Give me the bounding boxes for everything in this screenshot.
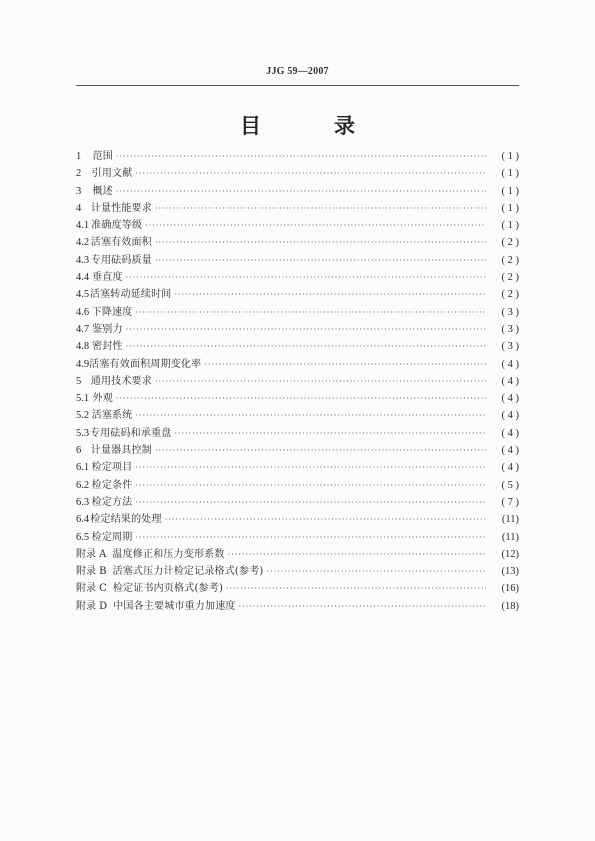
toc-entry-number: 4.3 <box>76 254 90 266</box>
toc-entry-number: 4 <box>76 202 82 214</box>
toc-entry[interactable] <box>76 373 519 390</box>
toc-entry-label: 活塞转动延续时间 <box>89 289 172 301</box>
toc-appendix-entry[interactable] <box>76 563 519 580</box>
toc-entry-page: ( 3 ) <box>501 306 519 318</box>
dot-leader <box>126 338 486 355</box>
toc-entry[interactable] <box>76 304 519 321</box>
toc-entry[interactable] <box>76 321 519 338</box>
toc-entry-number: 4.5 <box>76 289 90 301</box>
toc-entry[interactable] <box>76 338 519 355</box>
toc-entry-label: 专用砝码质量 <box>90 254 152 266</box>
dot-leader <box>126 269 486 286</box>
dot-leader <box>226 580 486 597</box>
toc-entry[interactable] <box>76 200 519 217</box>
toc-entry-number: 4.2 <box>76 237 90 249</box>
toc-entry-page: ( 2 ) <box>501 237 519 249</box>
toc-entry-page: ( 1 ) <box>501 151 519 162</box>
toc-entry-page: ( 4 ) <box>501 462 519 474</box>
toc-appendix-entry[interactable] <box>76 546 519 563</box>
toc-appendix-entry[interactable] <box>76 598 519 615</box>
toc-entry-page: ( 4 ) <box>501 358 519 370</box>
toc-entry-page: (18) <box>501 600 519 612</box>
toc-entry-page: ( 1 ) <box>501 168 519 180</box>
toc-entry-number: 4.6 <box>76 306 90 318</box>
toc-entry-page: ( 2 ) <box>501 289 519 301</box>
toc-entry-page: (11) <box>501 514 519 526</box>
dot-leader <box>135 529 486 546</box>
dot-leader <box>116 148 486 165</box>
toc-entry-number: 附录 A <box>76 548 107 560</box>
toc-entry-number: 4.7 <box>76 323 90 335</box>
toc-entry-page: ( 7 ) <box>501 496 519 508</box>
toc-entry-number: 1 <box>76 151 82 162</box>
toc-entry-number: 6.4 <box>76 514 90 526</box>
toc-entry-label: 概述 <box>92 185 113 197</box>
toc-entry[interactable] <box>76 442 519 459</box>
dot-leader <box>267 563 486 580</box>
dot-leader <box>228 546 486 563</box>
toc-entry-number: 6.5 <box>76 531 90 543</box>
toc-entry-page: ( 4 ) <box>501 427 519 439</box>
toc-entry-number: 6.3 <box>76 496 90 508</box>
toc-entry-label: 鉴别力 <box>92 323 123 335</box>
toc-entry-label: 检定项目 <box>91 462 133 474</box>
toc-entry-label: 中国各主要城市重力加速度 <box>113 600 236 612</box>
toc-entry[interactable] <box>76 390 519 407</box>
dot-leader <box>135 304 486 321</box>
toc-entry-page: ( 1 ) <box>501 220 519 232</box>
toc-entry-number: 6.2 <box>76 479 90 491</box>
toc-entry-page: ( 3 ) <box>501 341 519 353</box>
toc-entry-number: 5.3 <box>76 427 90 439</box>
toc-entry-label: 活塞系统 <box>91 410 133 422</box>
toc-entry-page: ( 4 ) <box>501 375 519 387</box>
toc-entry[interactable] <box>76 165 519 182</box>
dot-leader <box>135 165 486 182</box>
dot-leader <box>174 425 486 442</box>
toc-entry-label: 活塞有效面积周期变化率 <box>89 358 202 370</box>
dot-leader <box>174 286 486 303</box>
dot-leader <box>155 373 486 390</box>
toc-entry-number: 附录 D <box>76 600 108 612</box>
dot-leader <box>204 356 486 373</box>
toc-entry-label: 通用技术要求 <box>90 375 152 387</box>
toc-entry-number: 附录 C <box>76 583 107 595</box>
toc-entry[interactable] <box>76 183 519 200</box>
toc-entry-number: 6 <box>76 445 82 457</box>
toc-entry-label: 垂直度 <box>92 272 123 284</box>
toc-entry-page: ( 2 ) <box>501 272 519 284</box>
toc-entry-label: 密封性 <box>92 341 123 353</box>
dot-leader <box>155 200 486 217</box>
toc-entry-page: (12) <box>501 548 519 560</box>
toc-entry[interactable] <box>76 494 519 511</box>
toc-entry-number: 4.4 <box>76 272 90 284</box>
toc-entry-label: 计量性能要求 <box>90 202 152 214</box>
toc-entry[interactable] <box>76 511 519 528</box>
toc-entry[interactable] <box>76 234 519 251</box>
toc-entry-label: 准确度等级 <box>91 220 143 232</box>
dot-leader <box>135 494 486 511</box>
header-rule <box>76 85 519 86</box>
dot-leader <box>155 442 486 459</box>
toc-entry-label: 温度修正和压力变形系数 <box>112 548 225 560</box>
toc-entry-page: ( 3 ) <box>501 323 519 335</box>
toc-entry-label: 检定方法 <box>91 496 133 508</box>
dot-leader <box>155 252 486 269</box>
toc-entry-number: 3 <box>76 185 82 197</box>
toc-entry[interactable] <box>76 407 519 424</box>
toc-title: 目 录 <box>240 114 381 138</box>
toc-entry-page: ( 4 ) <box>501 445 519 457</box>
toc-entry-label: 专用砝码和承重盘 <box>89 427 172 439</box>
toc-entry-number: 4.1 <box>76 220 90 232</box>
table-of-contents <box>76 148 519 615</box>
toc-entry-label: 范围 <box>92 151 113 162</box>
toc-entry[interactable] <box>76 269 519 286</box>
toc-entry[interactable] <box>76 425 519 442</box>
dot-leader <box>135 477 486 494</box>
toc-entry-page: ( 2 ) <box>501 254 519 266</box>
toc-entry-label: 引用文献 <box>91 168 133 180</box>
dot-leader <box>135 407 486 424</box>
dot-leader <box>239 598 486 615</box>
toc-entry-label: 活塞有效面积 <box>90 237 152 249</box>
dot-leader <box>165 511 486 528</box>
dot-leader <box>145 217 486 234</box>
toc-entry[interactable] <box>76 252 519 269</box>
dot-leader <box>116 390 486 407</box>
toc-entry-number: 5.2 <box>76 410 90 422</box>
toc-entry[interactable] <box>76 459 519 476</box>
toc-entry-page: ( 5 ) <box>501 479 519 491</box>
toc-entry-number: 2 <box>76 168 82 180</box>
toc-entry-number: 6.1 <box>76 462 90 474</box>
toc-entry-page: ( 1 ) <box>501 185 519 197</box>
toc-entry-page: (16) <box>501 583 519 595</box>
toc-entry-page: (11) <box>501 531 519 543</box>
toc-entry-label: 检定证书内页格式(参考) <box>112 583 224 595</box>
toc-entry-number: 5.1 <box>76 393 90 405</box>
dot-leader <box>155 234 486 251</box>
dot-leader <box>116 183 486 200</box>
dot-leader <box>126 321 486 338</box>
toc-entry[interactable] <box>76 217 519 234</box>
toc-entry[interactable] <box>76 286 519 303</box>
toc-entry-label: 检定周期 <box>91 531 133 543</box>
toc-entry-page: (13) <box>501 566 519 578</box>
toc-entry[interactable] <box>76 148 519 165</box>
standard-code: JJG 59—2007 <box>266 66 329 77</box>
dot-leader <box>135 459 486 476</box>
toc-entry-label: 活塞式压力计检定记录格式(参考) <box>112 566 264 578</box>
toc-appendix-entry[interactable] <box>76 580 519 597</box>
toc-entry-label: 检定条件 <box>91 479 133 491</box>
toc-entry-label: 外观 <box>92 393 113 405</box>
toc-entry-number: 附录 B <box>76 566 107 578</box>
toc-entry-label: 计量器具控制 <box>90 445 152 457</box>
toc-entry-number: 4.8 <box>76 341 90 353</box>
toc-entry[interactable] <box>76 477 519 494</box>
toc-entry-page: ( 1 ) <box>501 202 519 214</box>
toc-entry-page: ( 4 ) <box>501 410 519 422</box>
toc-entry-page: ( 4 ) <box>501 393 519 405</box>
toc-entry-number: 4.9 <box>76 358 90 370</box>
toc-entry[interactable] <box>76 529 519 546</box>
toc-entry-label: 下降速度 <box>91 306 133 318</box>
toc-entry[interactable] <box>76 356 519 373</box>
toc-entry-number: 5 <box>76 375 82 387</box>
toc-entry-label: 检定结果的处理 <box>90 514 162 526</box>
